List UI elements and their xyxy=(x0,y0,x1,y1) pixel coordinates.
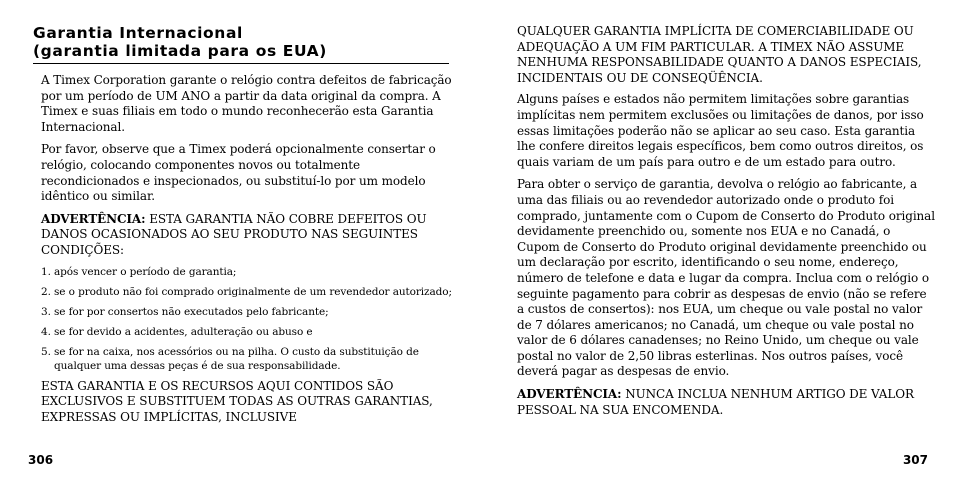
list-item-number: 5. xyxy=(41,345,51,358)
exclusivity-clause: ESTA GARANTIA E OS RECURSOS AQUI CONTIDOS SÃO EXCLUSIVOS E SUBSTITUEM TODAS AS OUTRAS GARANTIAS, EXPRESSAS OU IMPLÍCITAS, INCLUSIVE xyxy=(41,378,433,424)
list-item-text: se for devido a acidentes, adulteração ou abuso e xyxy=(54,325,313,338)
page-number: 307 xyxy=(902,453,928,467)
page-number: 306 xyxy=(28,453,54,467)
exclusions-list xyxy=(41,265,455,373)
list-item-text: após vencer o período de garantia; xyxy=(54,265,237,278)
list-item xyxy=(41,265,455,279)
list-item-number: 1. xyxy=(41,265,51,278)
list-item xyxy=(41,325,455,339)
warranty-intro-paragraph: A Timex Corporation garante o relógio contra defeitos de fabricação por um período de UM ANO a partir da data original da compra. A Timex e suas filiais em todo o mundo reconhecerão esta Garantia Internacional. xyxy=(41,73,452,134)
list-item-number: 3. xyxy=(41,305,51,318)
list-item-text: se for por consertos não executados pelo fabricante; xyxy=(54,305,329,318)
list-item-number: 2. xyxy=(41,285,51,298)
warning-text: ESTA GARANTIA NÃO COBRE DEFEITOS OU DANOS OCASIONADOS AO SEU PRODUTO NAS SEGUINTES CONDIÇÕES: xyxy=(41,211,427,257)
repair-option-paragraph: Por favor, observe que a Timex poderá opcionalmente consertar o relógio, colocando componentes novos ou totalmente recondicionados e inspecionados, ou substituí-lo por um modelo idêntico ou similar. xyxy=(41,142,436,204)
warning-label: ADVERTÊNCIA: xyxy=(517,387,622,402)
exclusivity-clause-continued: QUALQUER GARANTIA IMPLÍCITA DE COMERCIABILIDADE OU ADEQUAÇÃO A UM FIM PARTICULAR. A TIMEX NÃO ASSUME NENHUMA RESPONSABILIDADE QUANTO A DANOS ESPECIAIS, INCIDENTAIS OU DE CONSEQÜÊNCIA. xyxy=(517,24,922,85)
jurisdiction-paragraph: Alguns países e estados não permitem limitações sobre garantias implícitas nem permitem exclusões ou limitações de danos, por isso essas limitações poderão não se aplicar ao seu caso. Esta garantia lhe confere direitos legais específicos, bem como outros direitos, os quais variam de um país para outro e de um estado para outro. xyxy=(517,92,924,169)
left-body xyxy=(41,73,455,431)
service-instructions-paragraph: Para obter o serviço de garantia, devolva o relógio ao fabricante, a uma das filiais ou ao revendedor autorizado onde o produto foi comprado, juntamente com o Cupom de Conserto do Produto original devidamente preenchido ou, somente nos EUA e no Canadá, o Cupom de Conserto do Produto original devidamente preenchido ou um declaração por escrito, identificando o seu nome, endereço, número de telefone e data e lugar da compra. Inclua com o relógio o seguinte pagamento para cobrir as despesas de envio (não se refere a custos de consertos): nos EUA, um cheque ou vale postal no valor de 7 dólares americanos; no Canadá, um cheque ou vale postal no valor de 6 dólares canadenses; no Reino Unido, um cheque ou vale postal no valor de 2,50 libras esterlinas. Nos outros países, você deverá pagar as despesas de envio. xyxy=(517,177,935,379)
section-title xyxy=(33,24,449,64)
list-item xyxy=(41,305,455,319)
title-line-1: Garantia Internacional xyxy=(33,24,243,42)
list-item xyxy=(41,345,455,373)
shipping-warning xyxy=(517,387,935,418)
right-page xyxy=(477,0,954,477)
exclusions-warning xyxy=(41,212,455,259)
right-body xyxy=(517,24,935,424)
warning-label: ADVERTÊNCIA: xyxy=(41,211,146,226)
list-item-number: 4. xyxy=(41,325,51,338)
title-line-2: (garantia limitada para os EUA) xyxy=(33,42,327,60)
warning-text: NUNCA INCLUA NENHUM ARTIGO DE VALOR PESSOAL NA SUA ENCOMENDA. xyxy=(517,387,914,417)
list-item xyxy=(41,285,455,299)
list-item-text: se o produto não foi comprado originalmente de um revendedor autorizado; xyxy=(54,285,452,298)
list-item-text: se for na caixa, nos acessórios ou na pilha. O custo da substituição de qualquer uma dessas peças é de sua responsabilidade. xyxy=(54,345,419,372)
